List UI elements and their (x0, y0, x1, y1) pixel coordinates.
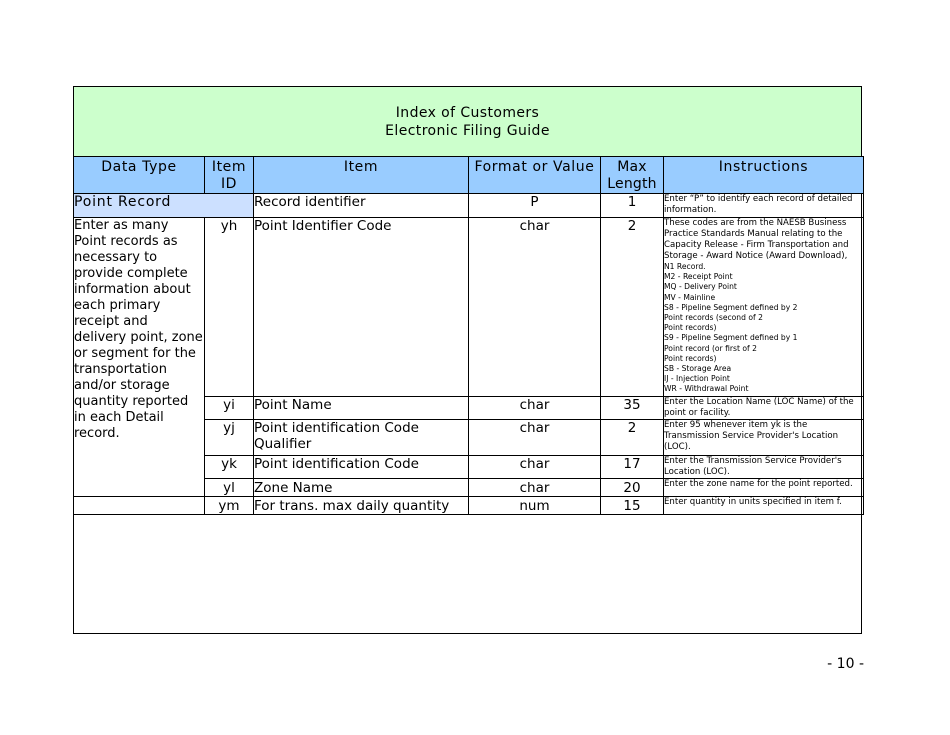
code-item: MQ - Delivery Point (664, 282, 737, 292)
column-header-item: Item (254, 157, 469, 194)
column-header-row (74, 157, 864, 194)
item-id-cell: yl (205, 479, 254, 497)
max-length-cell: 2 (601, 420, 664, 456)
section-description: Enter as many Point records as necessary to provide complete information about each primary receipt and delivery point, zone or segment for the transportation and/or storage quantity reported in each Detail record. (74, 218, 205, 497)
code-item: MV - Mainline (664, 292, 716, 302)
code-item: Point record (or first of 2 (664, 343, 757, 353)
item-id-cell: yh (205, 218, 254, 397)
item-cell: Point Identifier Code (254, 218, 469, 397)
code-item: N1 Record. (664, 262, 706, 271)
format-cell: char (469, 420, 601, 456)
code-list (664, 262, 863, 395)
title-band (74, 87, 861, 157)
table-row (74, 194, 864, 218)
table-row (74, 218, 864, 397)
page-number: - 10 - (827, 656, 864, 672)
code-item: Point records (second of 2 (664, 313, 763, 323)
code-item: SB - Storage Area (664, 364, 732, 374)
document-title: Index of Customers (395, 105, 540, 121)
format-cell: char (469, 218, 601, 397)
max-length-cell: 2 (601, 218, 664, 397)
instructions-cell: Enter the Transmission Service Provider's Location (LOC). (664, 456, 864, 479)
item-cell: For trans. max daily quantity (254, 497, 469, 515)
instructions-cell: Enter “P” to identify each record of detailed information. (664, 194, 864, 218)
instructions-cell: Enter the zone name for the point reported. (664, 479, 864, 497)
record-table (73, 156, 864, 515)
instructions-text: These codes are from the NAESB Business Practice Standards Manual relating to the Capacity Release - Firm Transportation and Storage - Award Notice (Award Download), (664, 218, 849, 261)
instructions-cell: Enter 95 whenever item yk is the Transmission Service Provider's Location (LOC). (664, 420, 864, 456)
format-cell: num (469, 497, 601, 515)
item-cell: Record identifier (254, 194, 469, 218)
max-length-cell: 1 (601, 194, 664, 218)
code-item: Point records) (664, 323, 717, 333)
format-cell: char (469, 456, 601, 479)
item-cell: Point identification Code Qualifier (254, 420, 469, 456)
column-header-max-length: Max Length (601, 157, 664, 194)
instructions-cell: Enter the Location Name (LOC Name) of the point or facility. (664, 397, 864, 420)
table-row (74, 497, 864, 515)
column-header-item-id: Item ID (205, 157, 254, 194)
max-length-cell: 17 (601, 456, 664, 479)
item-cell: Zone Name (254, 479, 469, 497)
document-subtitle: Electronic Filing Guide (385, 123, 550, 139)
item-id-cell: yi (205, 397, 254, 420)
format-cell: P (469, 194, 601, 218)
code-item: Point records) (664, 353, 717, 363)
max-length-cell: 20 (601, 479, 664, 497)
instructions-cell (664, 218, 864, 397)
code-item: WR - Withdrawal Point (664, 384, 749, 394)
item-id-cell: ym (205, 497, 254, 515)
item-cell: Point identification Code (254, 456, 469, 479)
section-label: Point Record (74, 194, 254, 218)
column-header-instructions: Instructions (664, 157, 864, 194)
code-item: M2 - Receipt Point (664, 272, 733, 282)
item-cell: Point Name (254, 397, 469, 420)
format-cell: char (469, 479, 601, 497)
empty-data-type-cell (74, 497, 205, 515)
max-length-cell: 15 (601, 497, 664, 515)
max-length-cell: 35 (601, 397, 664, 420)
format-cell: char (469, 397, 601, 420)
column-header-data-type: Data Type (74, 157, 205, 194)
document-frame (73, 86, 862, 634)
column-header-format: Format or Value (469, 157, 601, 194)
instructions-cell: Enter quantity in units specified in item f. (664, 497, 864, 515)
code-item: IJ - Injection Point (664, 374, 730, 384)
item-id-cell: yj (205, 420, 254, 456)
code-item: S9 - Pipeline Segment defined by 1 (664, 333, 798, 343)
item-id-cell: yk (205, 456, 254, 479)
code-item: S8 - Pipeline Segment defined by 2 (664, 302, 798, 312)
